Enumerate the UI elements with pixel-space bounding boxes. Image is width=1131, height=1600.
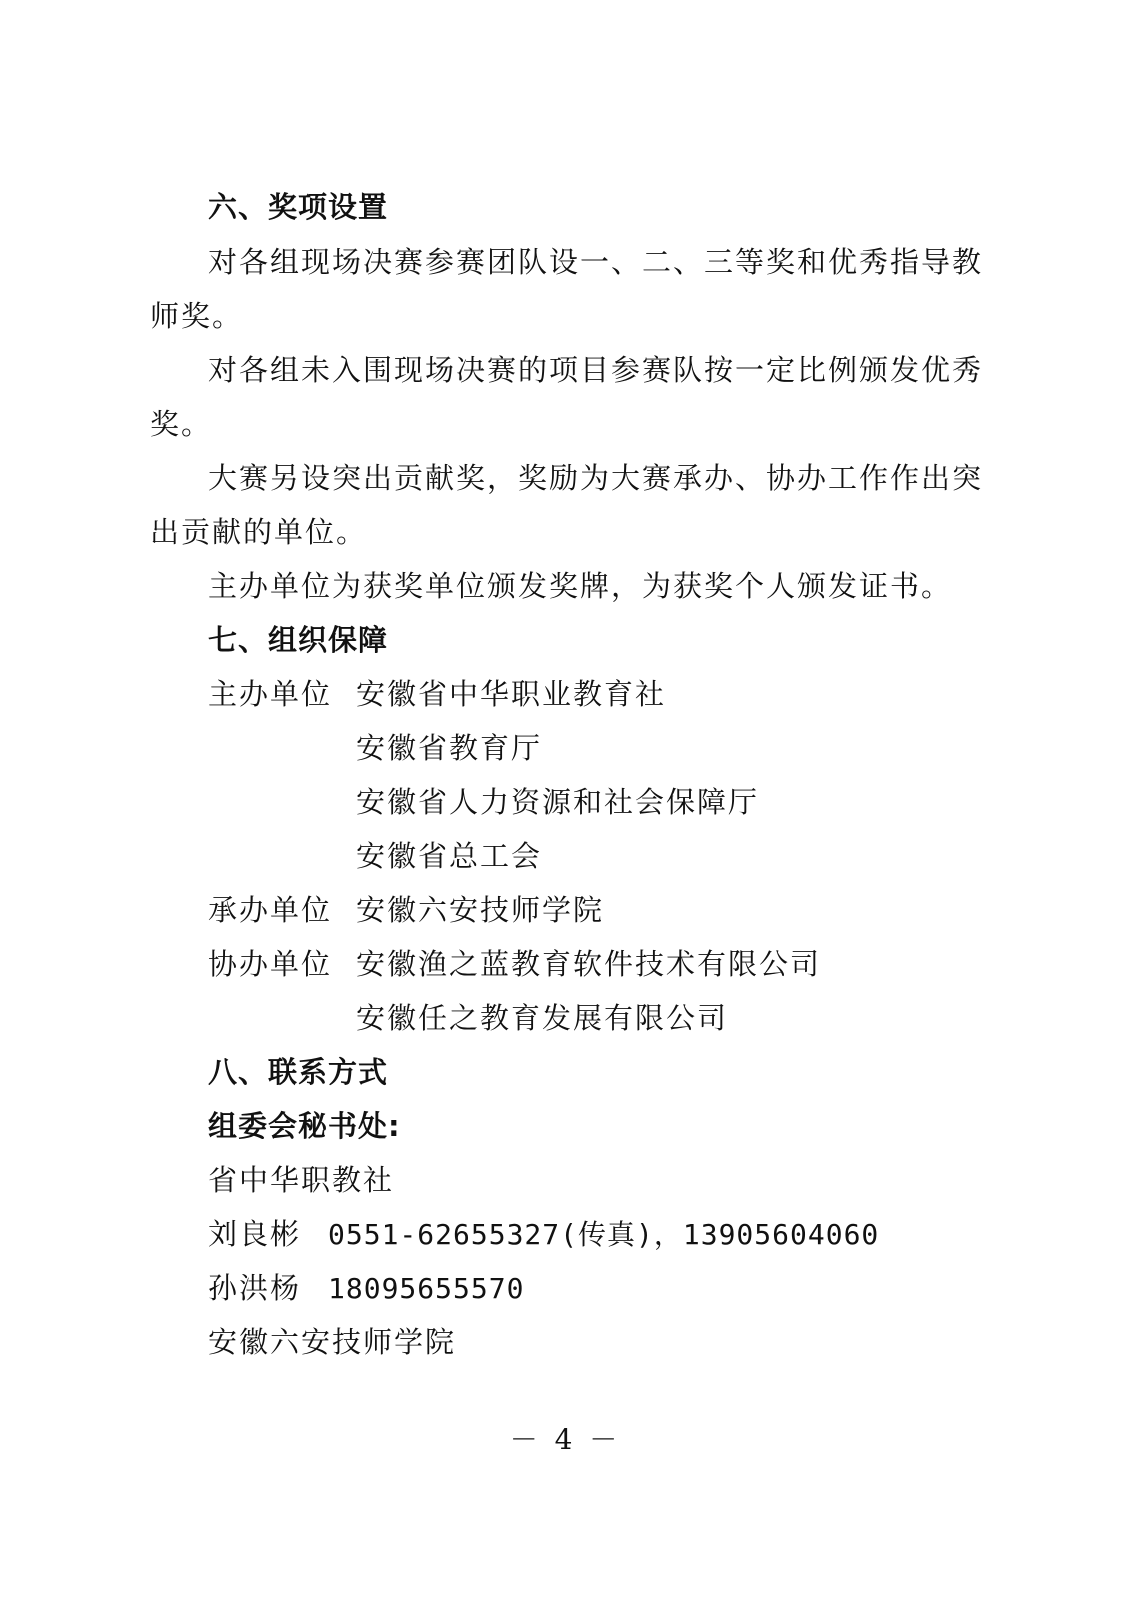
co-organizer-unit: 安徽渔之蓝教育软件技术有限公司: [356, 947, 822, 981]
host-unit: 安徽省总工会: [356, 839, 543, 873]
organizer-row: [208, 891, 604, 929]
host-unit: 安徽省中华职业教育社: [356, 677, 667, 711]
contact-name: 孙洪杨: [208, 1271, 302, 1305]
section-heading-contact: 八、联系方式: [208, 1055, 389, 1089]
contact-phone: 0551-62655327(传真)，13905604060: [328, 1218, 880, 1251]
contact-org-2: 安徽六安技师学院: [208, 1325, 457, 1359]
secretariat-title: 组委会秘书处:: [208, 1109, 401, 1143]
host-unit: 安徽省人力资源和社会保障厅: [356, 785, 760, 819]
awards-paragraph-2-line-1: 对各组未入围现场决赛的项目参赛队按一定比例颁发优秀: [208, 353, 984, 387]
contact-org-1: 省中华职教社: [208, 1163, 395, 1197]
co-organizer-label: 协办单位: [208, 947, 333, 981]
contact-row-1: [208, 1215, 879, 1253]
awards-paragraph-4: 主办单位为获奖单位颁发奖牌，为获奖个人颁发证书。: [208, 569, 953, 603]
awards-paragraph-1-line-2: 师奖。: [150, 299, 244, 333]
host-unit: 安徽省教育厅: [356, 731, 543, 765]
contact-row-2: [208, 1269, 524, 1307]
host-label: 主办单位: [208, 677, 333, 711]
section-heading-organization: 七、组织保障: [208, 623, 389, 657]
co-organizer-unit: 安徽任之教育发展有限公司: [356, 1001, 729, 1035]
contact-phone: 18095655570: [328, 1272, 525, 1305]
awards-paragraph-2-line-2: 奖。: [150, 407, 213, 441]
contact-name: 刘良彬: [208, 1217, 302, 1251]
section-heading-awards: 六、奖项设置: [208, 190, 389, 224]
organizer-label: 承办单位: [208, 893, 333, 927]
page-number: － 4 －: [509, 1423, 622, 1456]
host-row: [208, 675, 666, 713]
co-organizer-row: [208, 945, 821, 983]
awards-paragraph-3-line-1: 大赛另设突出贡献奖，奖励为大赛承办、协办工作作出突: [208, 461, 984, 495]
organizer-unit: 安徽六安技师学院: [356, 893, 605, 927]
awards-paragraph-3-line-2: 出贡献的单位。: [150, 515, 368, 549]
awards-paragraph-1-line-1: 对各组现场决赛参赛团队设一、二、三等奖和优秀指导教: [208, 245, 984, 279]
